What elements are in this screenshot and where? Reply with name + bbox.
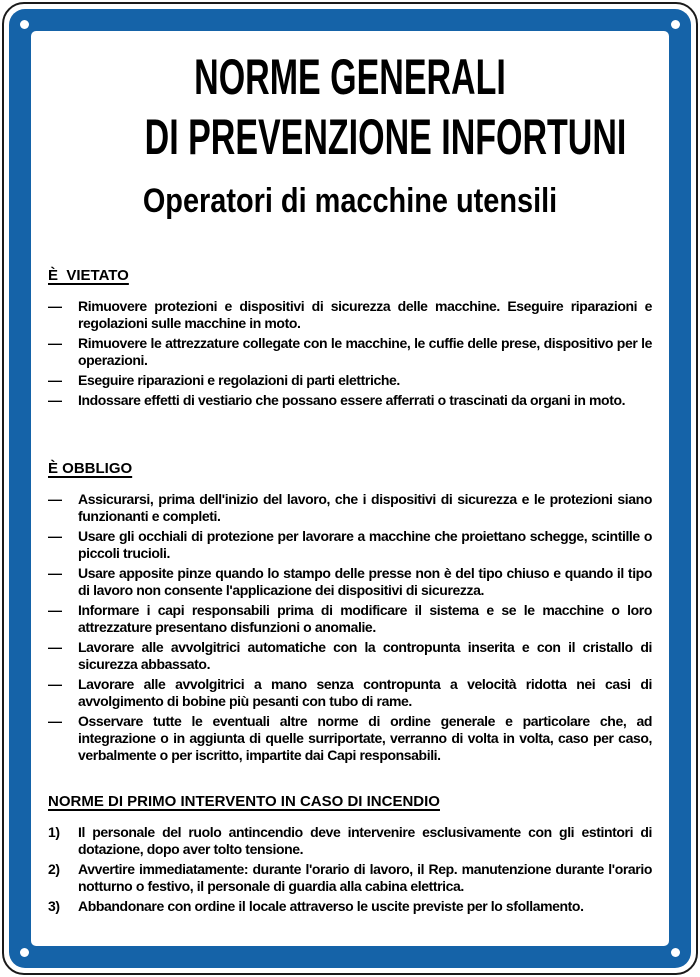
- obligation-item-text: Lavorare alle avvolgitrici a mano senza contropunta a velocità ridotta nei casi di avvolgimento di bobine più pesanti con tubo di rame.: [78, 675, 652, 709]
- obligation-item-text: Lavorare alle avvolgitrici automatiche con la contropunta inserita e con il cristallo di sicurezza abbassato.: [78, 638, 652, 672]
- sign-title-line-1: NORME GENERALI: [194, 49, 506, 105]
- prohibition-item: [48, 298, 652, 332]
- obligation-item-text: Usare gli occhiali di protezione per lavorare a macchine che proiettano schegge, scintille o piccoli trucioli.: [78, 527, 652, 561]
- fire-rule-item: [48, 824, 652, 858]
- prohibition-item-text: Rimuovere le attrezzature collegate con le macchine, le cuffie delle prese, dispositivo per le operazioni.: [78, 334, 652, 368]
- obligation-item: [48, 639, 652, 673]
- obligation-item: [48, 528, 652, 562]
- number-marker: 3): [48, 897, 60, 914]
- dash-marker: —: [48, 391, 62, 408]
- obligation-item: [48, 565, 652, 599]
- obligation-item-text: Assicurarsi, prima dell'inizio del lavoro, che i dispositivi di sicurezza e le protezioni siano funzionanti e completi.: [78, 490, 652, 524]
- dash-marker: —: [48, 601, 62, 618]
- mounting-hole-top-right: [671, 20, 680, 29]
- obligation-item-text: Osservare tutte le eventuali altre norme di ordine generale e particolare che, ad integrazione o in aggiunta di quelle surriportate, verranno di volta in volta, caso per caso, verbalmente o per iscritto, impartite dai Capi responsabili.: [78, 712, 652, 763]
- section-prohibitions: [48, 266, 652, 409]
- dash-marker: —: [48, 490, 62, 507]
- section-obligations-heading: È OBBLIGO: [48, 459, 133, 477]
- obligation-item: [48, 713, 652, 764]
- fire-rule-item-text: Avvertire immediatamente: durante l'orario di lavoro, il Rep. manutenzione durante l'orario notturno o festivo, il personale di guardia alla cabina elettrica.: [78, 860, 652, 894]
- sign-title-line-2: DI PREVENZIONE INFORTUNI: [144, 109, 627, 165]
- mounting-hole-top-left: [20, 20, 29, 29]
- dash-marker: —: [48, 334, 62, 351]
- dash-marker: —: [48, 712, 62, 729]
- dash-marker: —: [48, 675, 62, 692]
- mounting-hole-bottom-left: [20, 948, 29, 957]
- section-prohibitions-heading: È VIETATO: [48, 266, 129, 284]
- dash-marker: —: [48, 297, 62, 314]
- sign-content: [31, 31, 669, 946]
- obligation-item: [48, 491, 652, 525]
- obligation-item-text: Usare apposite pinze quando lo stampo delle presse non è del tipo chiuso e quando il tipo di lavoro non consente l'applicazione dei dispositivi di sicurezza.: [78, 564, 652, 598]
- obligation-item: [48, 676, 652, 710]
- section-obligations: [48, 459, 652, 764]
- prohibition-item-text: Eseguire riparazioni e regolazioni di parti elettriche.: [78, 371, 400, 388]
- dash-marker: —: [48, 527, 62, 544]
- sign-subtitle: Operatori di macchine utensili: [142, 182, 558, 220]
- fire-rule-item: [48, 898, 652, 915]
- fire-rule-item-text: Abbandonare con ordine il locale attraverso le uscite previste per lo sfollamento.: [78, 897, 584, 914]
- prohibition-item: [48, 392, 652, 409]
- prohibition-item-text: Rimuovere protezioni e dispositivi di sicurezza delle macchine. Eseguire riparazioni e regolazioni sulle macchine in moto.: [78, 297, 652, 331]
- dash-marker: —: [48, 564, 62, 581]
- number-marker: 2): [48, 860, 60, 877]
- dash-marker: —: [48, 371, 62, 388]
- section-fire-rules: [48, 792, 652, 915]
- mounting-hole-bottom-right: [671, 948, 680, 957]
- fire-rule-item-text: Il personale del ruolo antincendio deve intervenire esclusivamente con gli estintori di dotazione, dopo aver tolto tensione.: [78, 823, 652, 857]
- obligation-item: [48, 602, 652, 636]
- fire-rule-item: [48, 861, 652, 895]
- section-fire-rules-heading: NORME DI PRIMO INTERVENTO IN CASO DI INCENDIO: [48, 792, 440, 810]
- number-marker: 1): [48, 823, 60, 840]
- prohibition-item: [48, 335, 652, 369]
- dash-marker: —: [48, 638, 62, 655]
- obligation-item-text: Informare i capi responsabili prima di modificare il sistema e se le macchine o loro attrezzature presentano disfunzioni o anomalie.: [78, 601, 652, 635]
- prohibition-item: [48, 372, 652, 389]
- prohibition-item-text: Indossare effetti di vestiario che possano essere afferrati o trascinati da organi in moto.: [78, 391, 626, 408]
